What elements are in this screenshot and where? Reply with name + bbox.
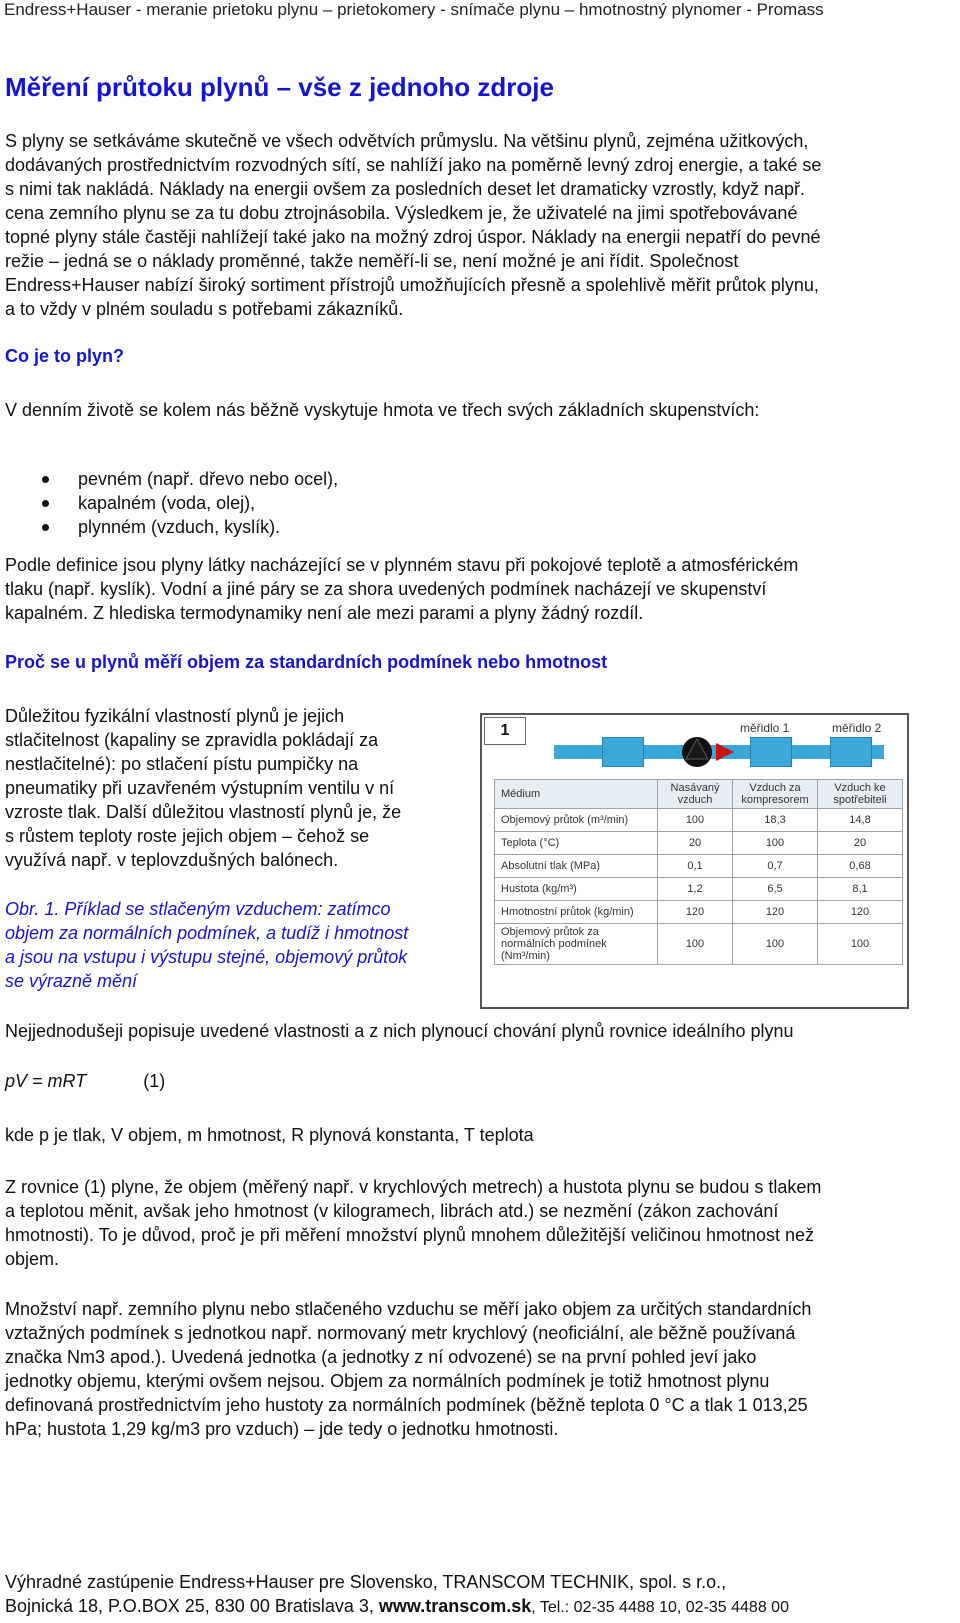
- paragraph-line: hmotnosti). To je důvod, proč je při měření množství plynů mnohem důležitější veličinou hmotnost než: [5, 1225, 815, 1245]
- formula-text: pV = mRT: [5, 1071, 87, 1091]
- intake-meter: [602, 737, 644, 767]
- footer-address-line: [5, 1594, 789, 1620]
- list-item: plynném (vzduch, kyslík).: [40, 515, 338, 539]
- intro-line: a to vždy v plném souladu s potřebami zákazníků.: [5, 299, 404, 319]
- intro-line: s nimi tak nakládá. Náklady na energii ovšem za posledních deset let dramaticky vzrostly, když např.: [5, 179, 806, 199]
- table-cell: Objemový průtok (m³/min): [495, 809, 658, 832]
- formula-number: (1): [143, 1071, 166, 1091]
- paragraph-line: definovaná prostřednictvím jeho hustoty za normálních podmínek (běžně teplota 0 °C a tlak 1 013,25: [5, 1395, 808, 1415]
- intro-line: topné plyny stále častěji nahlížejí také jako na možný zdroj úspor. Náklady na energii nepatří do pevné: [5, 227, 821, 247]
- table-cell: Objemový průtok za normálních podmínek (Nm³/min): [495, 924, 658, 965]
- intro-line: dodávaných prostřednictvím rozvodných sítí, se nahlíží jako na poměrně levný zdroj energie, a také se: [5, 155, 822, 175]
- valve-icon: [714, 739, 736, 765]
- paragraph-line: Množství např. zemního plynu nebo stlačeného vzduchu se měří jako objem za určitých standardních: [5, 1299, 812, 1319]
- states-list: [40, 467, 338, 539]
- list-item: pevném (např. dřevo nebo ocel),: [40, 467, 338, 491]
- table-cell: Teplota (°C): [495, 832, 658, 855]
- table-cell: 20: [658, 832, 733, 855]
- section1-lead: V denním životě se kolem nás běžně vyskytuje hmota ve třech svých základních skupenstvích:: [5, 400, 760, 420]
- table-cell: 0,68: [818, 855, 903, 878]
- table-cell: 100: [658, 924, 733, 965]
- intro-line: S plyny se setkáváme skutečně ve všech odvětvích průmyslu. Na většinu plynů, zejména užitkových,: [5, 131, 809, 151]
- table-cell: 100: [658, 809, 733, 832]
- paragraph-line: tlaku (např. kyslík). Vodní a jiné páry se za shora uvedených podmínek nacházejí ve skupenství: [5, 579, 767, 599]
- table-cell: 1,2: [658, 878, 733, 901]
- table-cell: 100: [733, 832, 818, 855]
- table-row: [495, 924, 903, 965]
- ideal-gas-sentence: Nejjednodušeji popisuje uvedené vlastnosti a z nich plynoucí chování plynů rovnice ideálního plynu: [5, 1021, 794, 1041]
- paragraph-line: značka Nm3 apod.). Uvedená jednotka (a jednotky z ní odvozené) se na první pohled jeví jako: [5, 1347, 757, 1367]
- gas-properties-table: [494, 779, 903, 965]
- compressor-icon: [680, 735, 714, 769]
- paragraph-line: stlačitelnost (kapaliny se zpravidla pokládají za: [5, 730, 379, 750]
- intro-line: cena zemního plynu se za tu dobu ztrojnásobila. Výsledkem je, že uživatelé na jimi spotřebovávané: [5, 203, 798, 223]
- page-footer: [5, 1570, 789, 1620]
- figure-compressed-air: [480, 713, 909, 1009]
- paragraph-line: Z rovnice (1) plyne, že objem (měřený např. v krychlových metrech) a hustota plynu se budou s tlakem: [5, 1177, 822, 1197]
- table-cell: 120: [733, 901, 818, 924]
- caption-line: objem za normálních podmínek, a tudíž i hmotnost: [5, 923, 409, 943]
- footer-phone: , Tel.: 02-35 4488 10, 02-35 4488 00: [531, 1599, 789, 1616]
- table-cell: 8,1: [818, 878, 903, 901]
- paragraph-line: Důležitou fyzikální vlastností plynů je jejich: [5, 706, 345, 726]
- footer-address: Bojnická 18, P.O.BOX 25, 830 00 Bratislava 3,: [5, 1596, 379, 1616]
- paragraph-line: pneumatiky při uzavřeném výstupním ventilu v ní: [5, 778, 395, 798]
- table-row: [495, 855, 903, 878]
- paragraph-line: jednotky objemu, kterými ovšem nejsou. Objem za normálních podmínek je totiž hmotnost plynu: [5, 1371, 770, 1391]
- meter2-box: [830, 737, 872, 767]
- paragraph-line: využívá např. v teplovzdušných balónech.: [5, 850, 339, 870]
- figure-caption: [5, 897, 408, 993]
- paragraph-line: vztažných podmínek s jednotkou např. normovaný metr krychlový (neoficiální, ale běžně používaná: [5, 1323, 796, 1343]
- table-header-row: [495, 780, 903, 809]
- meter1-box: [750, 737, 792, 767]
- table-cell: 0,7: [733, 855, 818, 878]
- table-cell: 6,5: [733, 878, 818, 901]
- caption-line: se výrazně mění: [5, 971, 138, 991]
- table-cell: 18,3: [733, 809, 818, 832]
- intro-paragraph: [5, 129, 821, 321]
- page-title: Měření průtoku plynů – vše z jednoho zdroje: [5, 72, 554, 102]
- page-header-title: Endress+Hauser - meranie prietoku plynu – prietokomery - snímače plynu – hmotnostný plynomer - Promass: [4, 0, 824, 19]
- caption-line: a jsou na vstupu i výstupu stejné, objemový průtok: [5, 947, 408, 967]
- table-cell: Absolutní tlak (MPa): [495, 855, 658, 878]
- footer-line: Výhradné zastúpenie Endress+Hauser pre Slovensko, TRANSCOM TECHNIK, spol. s r.o.,: [5, 1572, 727, 1592]
- meter2-label: měřidlo 2: [832, 721, 882, 735]
- ideal-gas-equation: [5, 1071, 165, 1092]
- table-row: [495, 832, 903, 855]
- paragraph-line: hPa; hustota 1,29 kg/m3 pro vzduch) – jde tedy o jednotku hmotnosti.: [5, 1419, 559, 1439]
- intro-line: Endress+Hauser nabízí široký sortiment přístrojů umožňujících přesně a spolehlivě měřit průtok plynu,: [5, 275, 819, 295]
- table-cell: 0,1: [658, 855, 733, 878]
- paragraph-line: Podle definice jsou plyny látky nacházející se v plynném stavu při pokojové teplotě a atmosférickém: [5, 555, 799, 575]
- variables-definition: kde p je tlak, V objem, m hmotnost, R plynová konstanta, T teplota: [5, 1125, 534, 1145]
- paragraph-normal-cubic-meter: [5, 1297, 811, 1441]
- paragraph-line: s růstem teploty roste jejich objem – čehož se: [5, 826, 370, 846]
- table-cell: 100: [818, 924, 903, 965]
- paragraph-line: kapalném. Z hlediska termodynamiky není ale mezi parami a plyny žádný rozdíl.: [5, 603, 644, 623]
- table-cell: 120: [658, 901, 733, 924]
- table-cell: 100: [733, 924, 818, 965]
- table-cell: 120: [818, 901, 903, 924]
- table-header: Nasávaný vzduch: [658, 780, 733, 809]
- section-heading-what-is-gas: Co je to plyn?: [5, 346, 124, 366]
- table-header: Vzduch ke spotřebiteli: [818, 780, 903, 809]
- list-item: kapalném (voda, olej),: [40, 491, 338, 515]
- valve-shape: [716, 743, 734, 761]
- table-row: [495, 809, 903, 832]
- table-header: Médium: [495, 780, 658, 809]
- table-cell: Hustota (kg/m³): [495, 878, 658, 901]
- paragraph-line: a teplotou měnit, avšak jeho hmotnost (v kilogramech, librách atd.) se nezmění (zákon zachování: [5, 1201, 779, 1221]
- paragraph-line: vzroste tlak. Další důležitou vlastností plynů je, že: [5, 802, 402, 822]
- figure-number: 1: [484, 717, 526, 745]
- paragraph-mass-vs-volume: [5, 1175, 821, 1271]
- meter1-label: měřidlo 1: [740, 721, 790, 735]
- section2-paragraph: [5, 704, 401, 872]
- paragraph-line: nestlačitelné): po stlačení pístu pumpičky na: [5, 754, 359, 774]
- table-row: [495, 901, 903, 924]
- intro-line: režie – jedná se o náklady proměnné, takže neměří-li se, není možné je ani řídit. Společnost: [5, 251, 739, 271]
- table-cell: Hmotnostní průtok (kg/min): [495, 901, 658, 924]
- caption-line: Obr. 1. Příklad se stlačeným vzduchem: zatímco: [5, 899, 391, 919]
- table-cell: 20: [818, 832, 903, 855]
- table-row: [495, 878, 903, 901]
- paragraph-line: objem.: [5, 1249, 60, 1269]
- section-heading-standard-conditions: Proč se u plynů měří objem za standardních podmínek nebo hmotnost: [5, 652, 608, 672]
- table-header: Vzduch za kompresorem: [733, 780, 818, 809]
- section1-paragraph: [5, 553, 798, 625]
- table-cell: 14,8: [818, 809, 903, 832]
- footer-website-link[interactable]: www.transcom.sk: [378, 1596, 532, 1616]
